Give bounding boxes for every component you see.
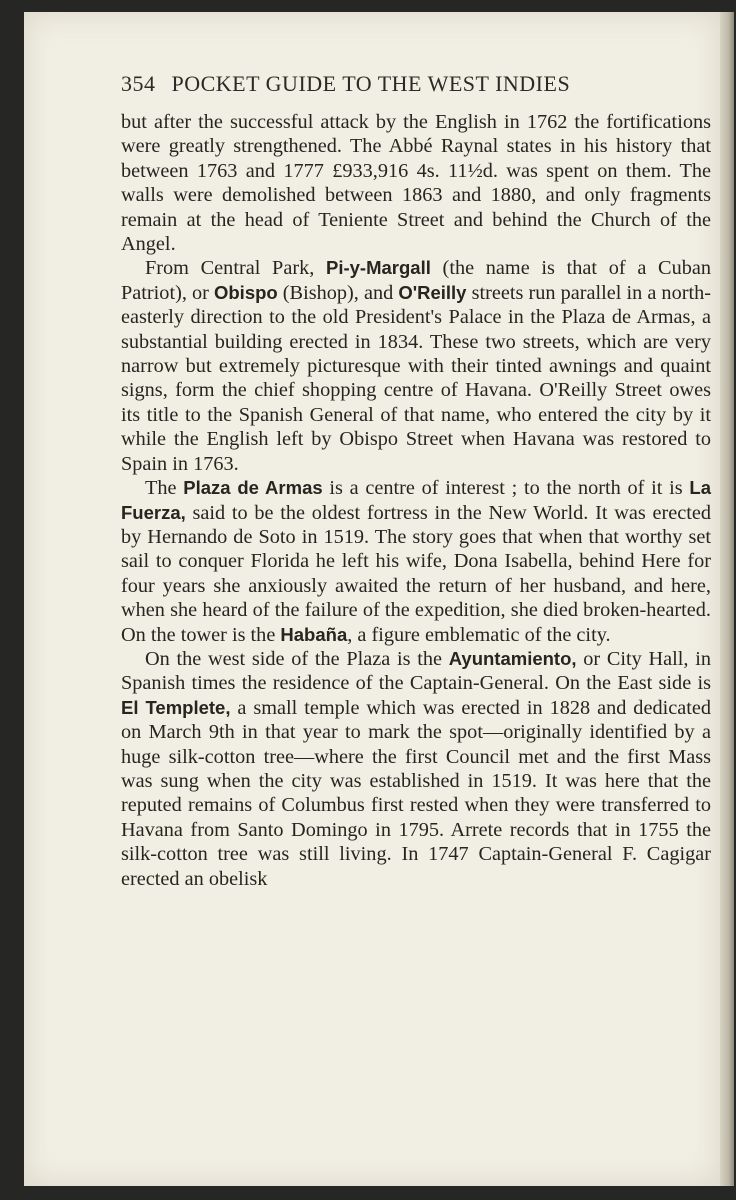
text-run: The	[145, 477, 184, 500]
text-run: said to be the oldest fortress in the New World. It was erected by Hernando de Soto in 1519. The story goes that when that worthy set sail to conquer Florida he left his wife, Dona Isabella, behind Here for four years she anxiously awaited the return of her husband, and here, when she heard of the failure of the expedition, she died broken-hearted. On the tower is the	[121, 501, 711, 646]
text-run: is a centre of interest ; to the north of it is	[322, 477, 690, 500]
paragraph	[121, 476, 711, 647]
text-run: (Bishop), and	[277, 281, 399, 304]
text-run: From Central Park,	[145, 257, 326, 280]
bold-term: Pi-y-Margall	[326, 257, 431, 279]
bold-term: Plaza de Armas	[183, 477, 323, 499]
text-run: (the name is that of a Cuban Patriot), or	[121, 257, 711, 304]
text-run: or City Hall, in Spanish times the residence of the Captain-General. On the East side is	[121, 647, 711, 695]
paragraph	[121, 647, 711, 891]
running-title: POCKET GUIDE TO THE WEST INDIES	[171, 71, 571, 96]
page-edge	[720, 12, 734, 1186]
text-run: streets run parallel in a north-easterly direction to the old President's Palace in the Plaza de Armas, a substantial building erected in 1834. These two streets, which are very narrow but extremely picturesque with their tinted awnings and quaint signs, form the chief shopping centre of Havana. O'Reilly Street owes its title to the Spanish General of that name, who entered the city by it while the English left by Obispo Street when Havana was restored to Spain in 1763.	[121, 281, 711, 475]
text-run: a small temple which was erected in 1828 and dedicated on March 9th in that year to mark the spot—originally identified by a huge silk-cotton tree—where the first Council met and the first Mass was sung when the city was established in 1519. It was here that the reputed remains of Columbus first rested when they were transferred to Havana from Santo Domingo in 1795. Arrete records that in 1755 the silk-cotton tree was still living. In 1747 Captain-General F. Cagigar erected an obelisk	[121, 696, 712, 890]
page-header	[121, 71, 711, 97]
paragraph	[121, 110, 711, 256]
bold-term: Ayuntamiento,	[448, 647, 577, 669]
text-run: but after the successful attack by the English in 1762 the fortifications were greatly strengthened. The Abbé Raynal states in his history that between 1763 and 1777 £933,916 4s. 11½d. was spent on them. The walls were demolished between 1863 and 1880, and only fragments remain at the head of Teniente Street and behind the Church of the Angel.	[121, 111, 711, 256]
bold-term: La Fuerza,	[121, 477, 711, 523]
page-number: 354	[121, 71, 156, 96]
paragraph	[121, 256, 711, 476]
bold-term: O'Reilly	[398, 281, 467, 303]
body-text	[121, 110, 711, 891]
bold-term: Obispo	[213, 281, 278, 303]
text-run: On the west side of the Plaza is the	[145, 647, 449, 670]
bold-term: El Templete,	[121, 696, 231, 718]
text-run: , a figure emblematic of the city.	[347, 623, 611, 646]
bold-term: Habaña	[280, 623, 348, 645]
